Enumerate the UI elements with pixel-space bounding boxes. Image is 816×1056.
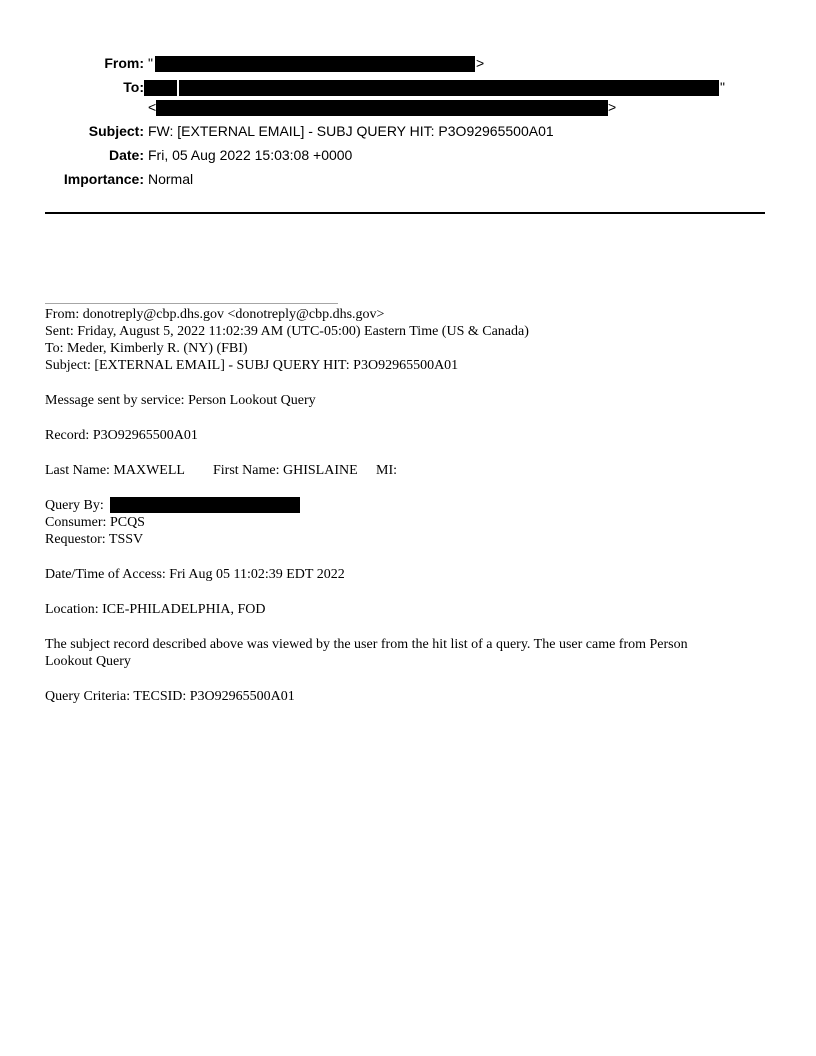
redaction-block [110, 497, 300, 513]
message-to-line: To: Meder, Kimberly R. (NY) (FBI) [45, 341, 248, 356]
message-subject-line: Subject: [EXTERNAL EMAIL] - SUBJ QUERY HIT: P3O92965500A01 [45, 358, 459, 373]
redaction-block [156, 100, 608, 116]
criteria-line: Query Criteria: TECSID: P3O92965500A01 [45, 689, 295, 704]
record-line: Record: P3O92965500A01 [45, 428, 198, 443]
message-sent-line: Sent: Friday, August 5, 2022 11:02:39 AM (UTC-05:00) Eastern Time (US & Canada) [45, 324, 529, 339]
last-name: Last Name: MAXWELL [45, 463, 185, 478]
subject-value: FW: [EXTERNAL EMAIL] - SUBJ QUERY HIT: P3O92965500A01 [148, 123, 554, 139]
forward-separator [45, 303, 338, 304]
redaction-block [144, 80, 177, 96]
service-line: Message sent by service: Person Lookout Query [45, 393, 316, 408]
location-line: Location: ICE-PHILADELPHIA, FOD [45, 602, 266, 617]
email-header [0, 0, 816, 200]
to-bracket-open: < [148, 99, 157, 115]
date-value: Fri, 05 Aug 2022 15:03:08 +0000 [148, 147, 353, 163]
importance-value: Normal [148, 171, 194, 187]
consumer-line: Consumer: PCQS [45, 515, 145, 530]
name-line [45, 462, 745, 479]
to-quote: " [720, 79, 725, 95]
middle-initial: MI: [376, 463, 397, 478]
to-label: To: [123, 79, 144, 95]
importance-label: Importance: [63, 171, 144, 187]
query-by-label: Query By: [45, 498, 104, 513]
header-divider [45, 212, 765, 214]
first-name: First Name: GHISLAINE [213, 463, 358, 478]
redaction-block [179, 80, 719, 96]
description-paragraph: The subject record described above was viewed by the user from the hit list of a query. The user came from Person Lookout Query [45, 637, 688, 669]
subject-label: Subject: [88, 123, 144, 139]
from-quote: " [148, 55, 153, 71]
requestor-line: Requestor: TSSV [45, 532, 144, 547]
redaction-block [155, 56, 475, 72]
message-from-line: From: donotreply@cbp.dhs.gov <donotreply@cbp.dhs.gov> [45, 307, 385, 322]
date-label: Date: [108, 147, 144, 163]
from-bracket: > [476, 55, 485, 71]
to-bracket-close: > [608, 99, 617, 115]
from-label: From: [104, 55, 144, 71]
access-line: Date/Time of Access: Fri Aug 05 11:02:39 EDT 2022 [45, 567, 345, 582]
